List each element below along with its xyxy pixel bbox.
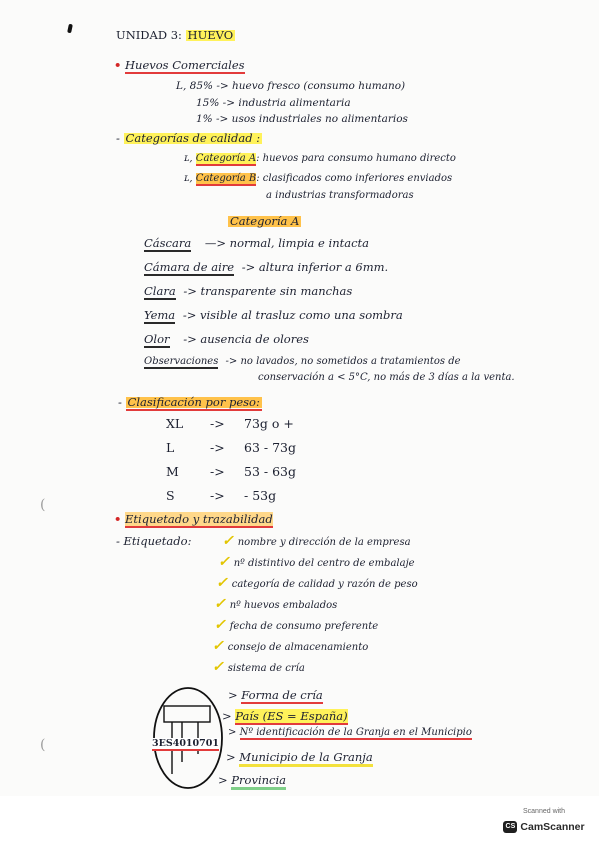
check-icon: ✓ <box>216 575 228 591</box>
check-item-text: sistema de cría <box>227 663 305 674</box>
code-granja: Nº identificación de la Granja en el Municipio <box>239 727 472 738</box>
peso-size: M <box>166 464 179 479</box>
peso-arrow: -> <box>210 464 225 479</box>
check-item <box>212 660 305 674</box>
peso-row <box>166 418 294 431</box>
egg-stamp-code: 3ES4010701 <box>152 738 219 749</box>
unit-topic: HUEVO <box>187 28 234 42</box>
categoria-b-text-2: a industrias transformadoras <box>266 190 414 201</box>
categoria-a-line: ʟ, Categoría A: huevos para consumo humano directo <box>184 153 456 164</box>
categoria-b-line: ʟ, Categoría B: clasificados como inferiores enviados <box>184 173 453 184</box>
code-label: > Forma de cría <box>228 688 323 702</box>
cat-a-row <box>144 238 369 250</box>
code-provincia: Provincia <box>231 773 286 790</box>
cat-a-row-label: Cámara de aire <box>144 260 235 274</box>
peso-range: 63 - 73g <box>244 440 296 455</box>
check-item <box>222 534 411 548</box>
peso-arrow: -> <box>210 488 225 503</box>
camscanner-watermark <box>503 808 585 838</box>
cat-a-observaciones-2: conservación a < 5°C, no más de 3 días a la venta. <box>258 372 515 383</box>
section-title: - Categorías de calidad : <box>116 131 261 145</box>
code-pais: País (ES = España) <box>235 709 348 723</box>
check-icon: ✓ <box>218 554 230 570</box>
check-item <box>214 597 337 611</box>
unit-heading <box>116 30 235 42</box>
check-item <box>216 576 418 590</box>
peso-range: - 53g <box>244 488 277 503</box>
categoria-b-text: : clasificados como inferiores enviados <box>256 173 453 184</box>
peso-range: 53 - 63g <box>244 464 296 479</box>
cat-a-row-text: -> altura inferior a 6mm. <box>241 260 389 274</box>
code-label: > Municipio de la Granja <box>226 752 373 764</box>
cat-a-row-label: Observaciones <box>144 356 219 367</box>
egg-stamp <box>152 739 219 749</box>
etiquetado-sub: - Etiquetado: <box>116 534 192 548</box>
code-label: > Provincia <box>218 775 286 787</box>
check-item-text: nombre y dirección de la empresa <box>237 537 411 548</box>
ring-hole-mark: ( <box>40 497 46 513</box>
peso-range: 73g o + <box>244 416 294 431</box>
peso-arrow: -> <box>210 440 225 455</box>
peso-size: L <box>166 440 175 455</box>
peso-size: S <box>166 488 175 503</box>
cat-a-row-text: -> no lavados, no sometidos a tratamientos de <box>225 356 461 367</box>
comerciales-line: L, 85% -> huevo fresco (consumo humano) <box>176 80 406 92</box>
check-icon: ✓ <box>214 596 226 612</box>
cat-a-row-text: -> ausencia de olores <box>183 332 309 346</box>
check-item-text: fecha de consumo preferente <box>229 621 379 632</box>
ring-hole-mark: ( <box>40 737 46 753</box>
peso-title: Clasificación por peso: <box>127 395 260 409</box>
egg-box <box>164 706 210 722</box>
cat-a-row-label: Olor <box>144 332 170 346</box>
code-municipio: Municipio de la Granja <box>239 750 372 767</box>
peso-size: XL <box>166 416 184 431</box>
code-label: > Nº identificación de la Granja en el Municipio <box>228 727 472 738</box>
cat-a-row <box>144 310 403 322</box>
cat-a-row <box>144 286 352 298</box>
check-icon: ✓ <box>212 638 224 654</box>
comerciales-title: Huevos Comerciales <box>125 58 245 72</box>
peso-row <box>166 490 276 503</box>
cat-a-heading <box>228 216 301 228</box>
cat-a-row <box>144 262 388 274</box>
camscanner-logo-icon: CS <box>503 821 517 833</box>
cat-a-row-label: Cáscara <box>144 236 192 250</box>
cat-a-row-text: —> normal, limpia e intacta <box>204 236 369 250</box>
categoria-a-label: Categoría A <box>195 153 257 164</box>
cat-a-row-label: Clara <box>144 284 176 298</box>
cat-a-row-label: Yema <box>144 308 176 322</box>
scanned-with-label: Scanned with <box>522 808 566 815</box>
etiquetado-title: Etiquetado y trazabilidad <box>125 512 273 526</box>
check-icon: ✓ <box>222 533 234 549</box>
code-forma: Forma de cría <box>241 688 323 702</box>
code-label: > País (ES = España) <box>222 709 348 723</box>
peso-row <box>166 442 296 455</box>
check-icon: ✓ <box>214 617 226 633</box>
section-title: • Huevos Comerciales <box>114 58 245 72</box>
cat-a-row <box>144 334 309 346</box>
categoria-b-label: Categoría B <box>195 173 257 184</box>
check-icon: ✓ <box>212 659 224 675</box>
unit-label: UNIDAD 3: <box>116 28 182 42</box>
check-item <box>218 555 415 569</box>
camscanner-name: CamScanner <box>520 820 585 833</box>
peso-arrow: -> <box>210 416 225 431</box>
section-title: • Etiquetado y trazabilidad <box>114 512 273 526</box>
check-item-text: nº distintivo del centro de embalaje <box>233 558 415 569</box>
cat-a-row-text: -> transparente sin manchas <box>183 284 353 298</box>
cat-a-title: Categoría A <box>230 214 300 228</box>
section-title: - Clasificación por peso: <box>118 395 260 409</box>
camscanner-brand <box>503 821 584 833</box>
ink-dot <box>67 24 73 34</box>
check-item-text: consejo de almacenamiento <box>227 642 369 653</box>
check-item-text: nº huevos embalados <box>229 600 338 611</box>
comerciales-line: 1% -> usos industriales no alimentarios <box>196 113 408 125</box>
peso-row <box>166 466 296 479</box>
comerciales-line: 15% -> industria alimentaria <box>196 97 351 109</box>
check-item-text: categoría de calidad y razón de peso <box>231 579 418 590</box>
check-item <box>214 618 378 632</box>
check-item <box>212 639 368 653</box>
cat-a-row-text: -> visible al trasluz como una sombra <box>182 308 403 322</box>
categorias-title: Categorías de calidad : <box>125 131 261 145</box>
categoria-a-text: : huevos para consumo humano directo <box>256 153 456 164</box>
cat-a-row <box>144 357 461 367</box>
